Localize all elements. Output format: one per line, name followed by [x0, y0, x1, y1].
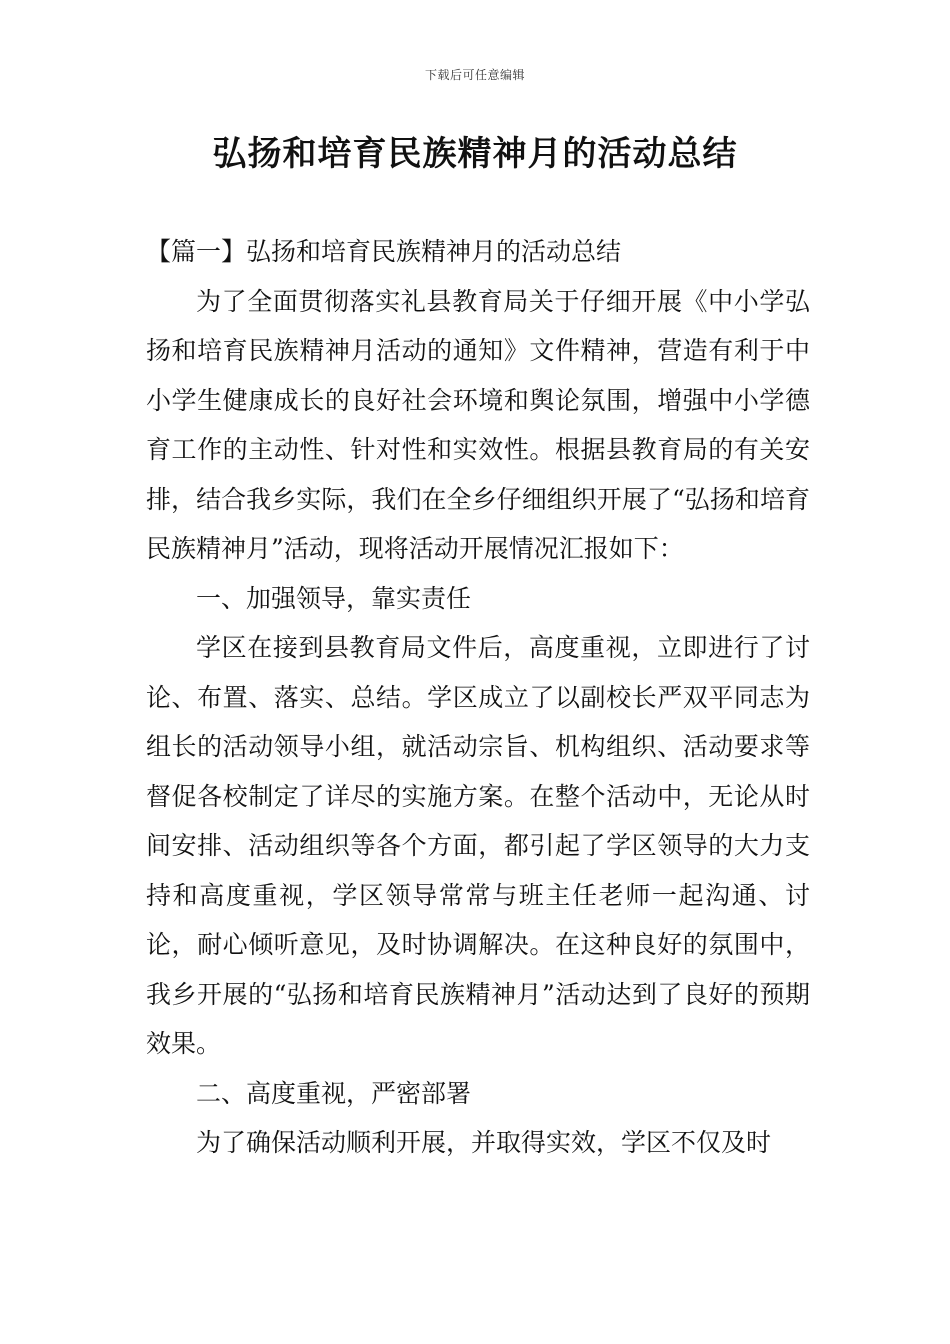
document-body: [146, 227, 810, 1168]
section-heading: 【篇一】弘扬和培育民族精神月的活动总结: [146, 237, 622, 266]
document-title: 弘扬和培育民族精神月的活动总结: [212, 134, 738, 174]
paragraph-2: 为了确保活动顺利开展，并取得实效，学区不仅及时: [196, 1128, 772, 1157]
page-header-note: 下载后可任意编辑: [424, 68, 525, 82]
paragraph-intro: 为了全面贯彻落实礼县教育局关于仔细开展《中小学弘扬和培育民族精神月活动的通知》文件精神，营造有利于中小学生健康成长的良好社会环境和舆论氛围，增强中小学德育工作的主动性、针对性和实效性。根据县教育局的有关安排，结合我乡实际，我们在全乡仔细组织开展了“弘扬和培育民族精神月”活动，现将活动开展情况汇报如下：: [146, 286, 810, 563]
subheading-2: 二、高度重视，严密部署: [196, 1078, 472, 1108]
subheading-1: 一、加强领导，靠实责任: [196, 583, 472, 613]
paragraph-1: 学区在接到县教育局文件后，高度重视，立即进行了讨论、布置、落实、总结。学区成立了以副校长严双平同志为组长的活动领导小组，就活动宗旨、机构组织、活动要求等督促各校制定了详尽的实施方案。在整个活动中，无论从时间安排、活动组织等各个方面，都引起了学区领导的大力支持和高度重视，学区领导常常与班主任老师一起沟通、讨论，耐心倾听意见，及时协调解决。在这种良好的氛围中，我乡开展的“弘扬和培育民族精神月”活动达到了良好的预期效果。: [146, 633, 810, 1058]
